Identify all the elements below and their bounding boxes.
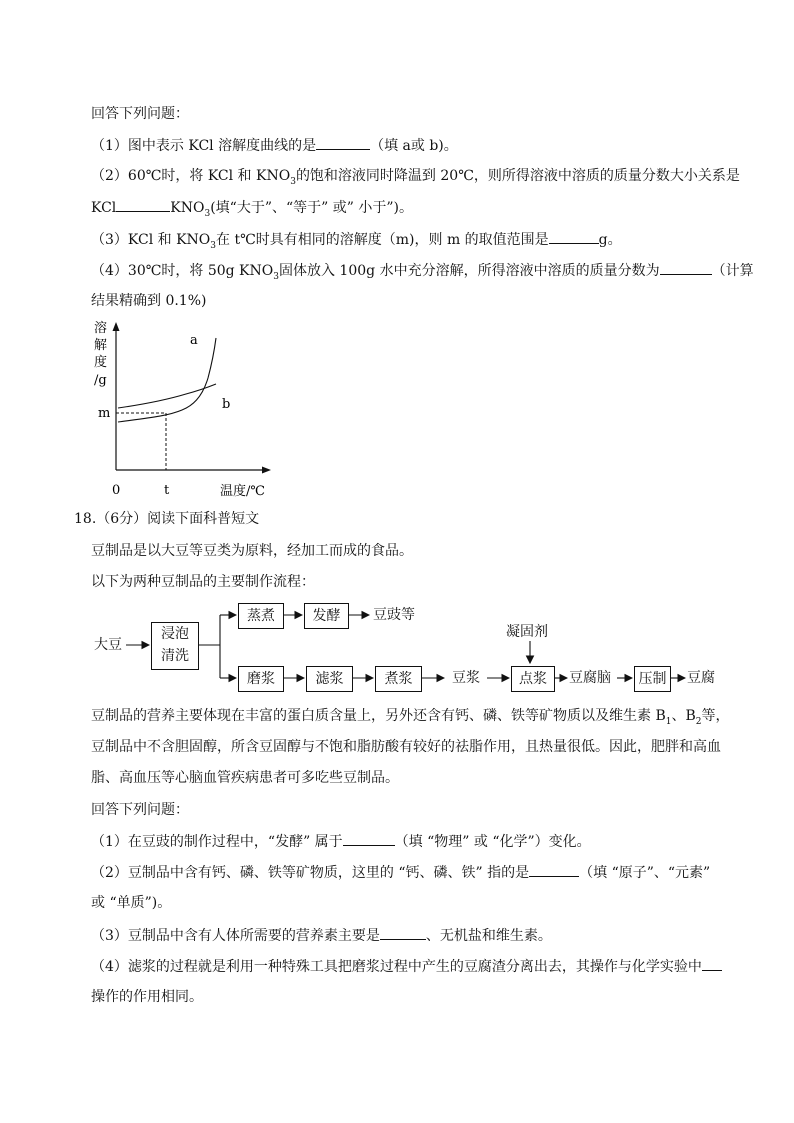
q18-question-2: （2）豆制品中含有钙、磷、铁等矿物质，这里的 “钙、磷、铁” 指的是 （填 “原子”、“元素” <box>91 862 710 883</box>
q17-part2-cont: KCl $KNO_3$(填“大于”、“等于” 或” 小于”)。 <box>91 197 413 218</box>
answer-blank-3[interactable] <box>549 229 599 244</box>
q17-part4-cont: 结果精确到 0.1%) <box>91 293 207 309</box>
m-label: m <box>98 406 111 421</box>
flow-steam-box: 蒸煮 <box>238 603 284 629</box>
flow-soymilk: 豆浆 <box>452 670 480 686</box>
q18-heading: 18.（6分）阅读下面科普短文 <box>74 511 260 527</box>
solubility-graph <box>86 318 286 502</box>
curve-b-label: b <box>222 397 231 412</box>
y-label-3: 度 <box>94 355 108 370</box>
flow-douchi: 豆豉等 <box>373 607 415 623</box>
q18-question-2-cont: 或 “单质”)。 <box>91 895 172 911</box>
answer-blank-6[interactable] <box>529 862 579 877</box>
y-label-2: 解 <box>94 338 108 353</box>
y-label-4: /g <box>94 373 107 388</box>
q18-question-4-cont: 操作的作用相同。 <box>91 989 203 1005</box>
y-axis-arrow <box>113 322 120 331</box>
answer-blank-7[interactable] <box>380 925 426 940</box>
flow-grind-box: 磨浆 <box>238 666 284 692</box>
q18-paragraph-3c: 脂、高血压等心脑血管疾病患者可多吃些豆制品。 <box>91 770 399 786</box>
q18-paragraph-1: 豆制品是以大豆等豆类为原料，经加工而成的食品。 <box>91 543 413 559</box>
q17-part1: （1）图中表示 KCl 溶解度曲线的是 （填 a或 b)。 <box>91 135 458 156</box>
curve-a-label: a <box>190 333 198 348</box>
q17-part3: （3）KCl 和 $KNO_3$在 t℃时具有相同的溶解度（m)，则 m 的取值范围是 g。 <box>91 229 622 250</box>
flow-boil-box: 煮浆 <box>375 666 422 692</box>
q18-question-3: （3）豆制品中含有人体所需要的营养素主要是 、无机盐和维生素。 <box>91 925 552 946</box>
q17-intro: 回答下列问题： <box>91 106 189 122</box>
answer-blank-8[interactable] <box>702 956 722 971</box>
curve-b <box>118 384 216 408</box>
x-axis-arrow <box>262 467 271 474</box>
q17-part4: （4）30℃时，将 50g $KNO_3$固体放入 100g 水中充分溶解，所得溶液中溶质的质量分数为 （计算 <box>91 260 754 281</box>
answer-blank-4[interactable] <box>660 260 712 275</box>
answer-blank-1[interactable] <box>316 135 370 150</box>
flow-point-box: 点浆 <box>511 666 555 692</box>
flow-tofu: 豆腐 <box>687 670 715 686</box>
q18-paragraph-3b: 豆制品中不含胆固醇，所含豆固醇与不饱和脂肪酸有较好的祛脂作用，且热量很低。因此，肥胖和高血 <box>91 739 721 755</box>
flow-soak-wash-box: 浸泡 清洗 <box>151 622 199 670</box>
flow-coagulant: 凝固剂 <box>506 624 548 640</box>
t-label: t <box>164 483 170 498</box>
q18-question-1: （1）在豆豉的制作过程中，“发酵” 属于 （填 “物理” 或 “化学”）变化。 <box>91 831 591 852</box>
curve-a <box>118 338 216 422</box>
flow-soybean: 大豆 <box>94 637 122 653</box>
q17-part2: （2）60℃时，将 KCl 和 $KNO_3$的饱和溶液同时降温到 20℃，则所得溶液中溶质的质量分数大小关系是 <box>91 168 740 187</box>
q18-question-4: （4）滤浆的过程就是利用一种特殊工具把磨浆过程中产生的豆腐渣分离出去，其操作与化学实验中 <box>91 956 722 977</box>
answer-blank-2[interactable] <box>116 197 170 212</box>
x-axis-label: 温度/℃ <box>220 484 265 499</box>
flow-ferment-box: 发酵 <box>304 603 349 629</box>
q18-paragraph-2: 以下为两种豆制品的主要制作流程： <box>91 574 315 590</box>
origin-label: 0 <box>112 483 121 498</box>
y-label-1: 溶 <box>94 321 108 336</box>
flow-press-box: 压制 <box>634 666 671 692</box>
q18-intro: 回答下列问题： <box>91 802 189 818</box>
answer-blank-5[interactable] <box>343 831 395 846</box>
q18-paragraph-3a: 豆制品的营养主要体现在丰富的蛋白质含量上，另外还含有钙、磷、铁等矿物质以及维生素 $B_1$、$B_2$等， <box>91 708 730 727</box>
flow-curd: 豆腐脑 <box>569 670 611 686</box>
flow-filter-box: 滤浆 <box>306 666 353 692</box>
